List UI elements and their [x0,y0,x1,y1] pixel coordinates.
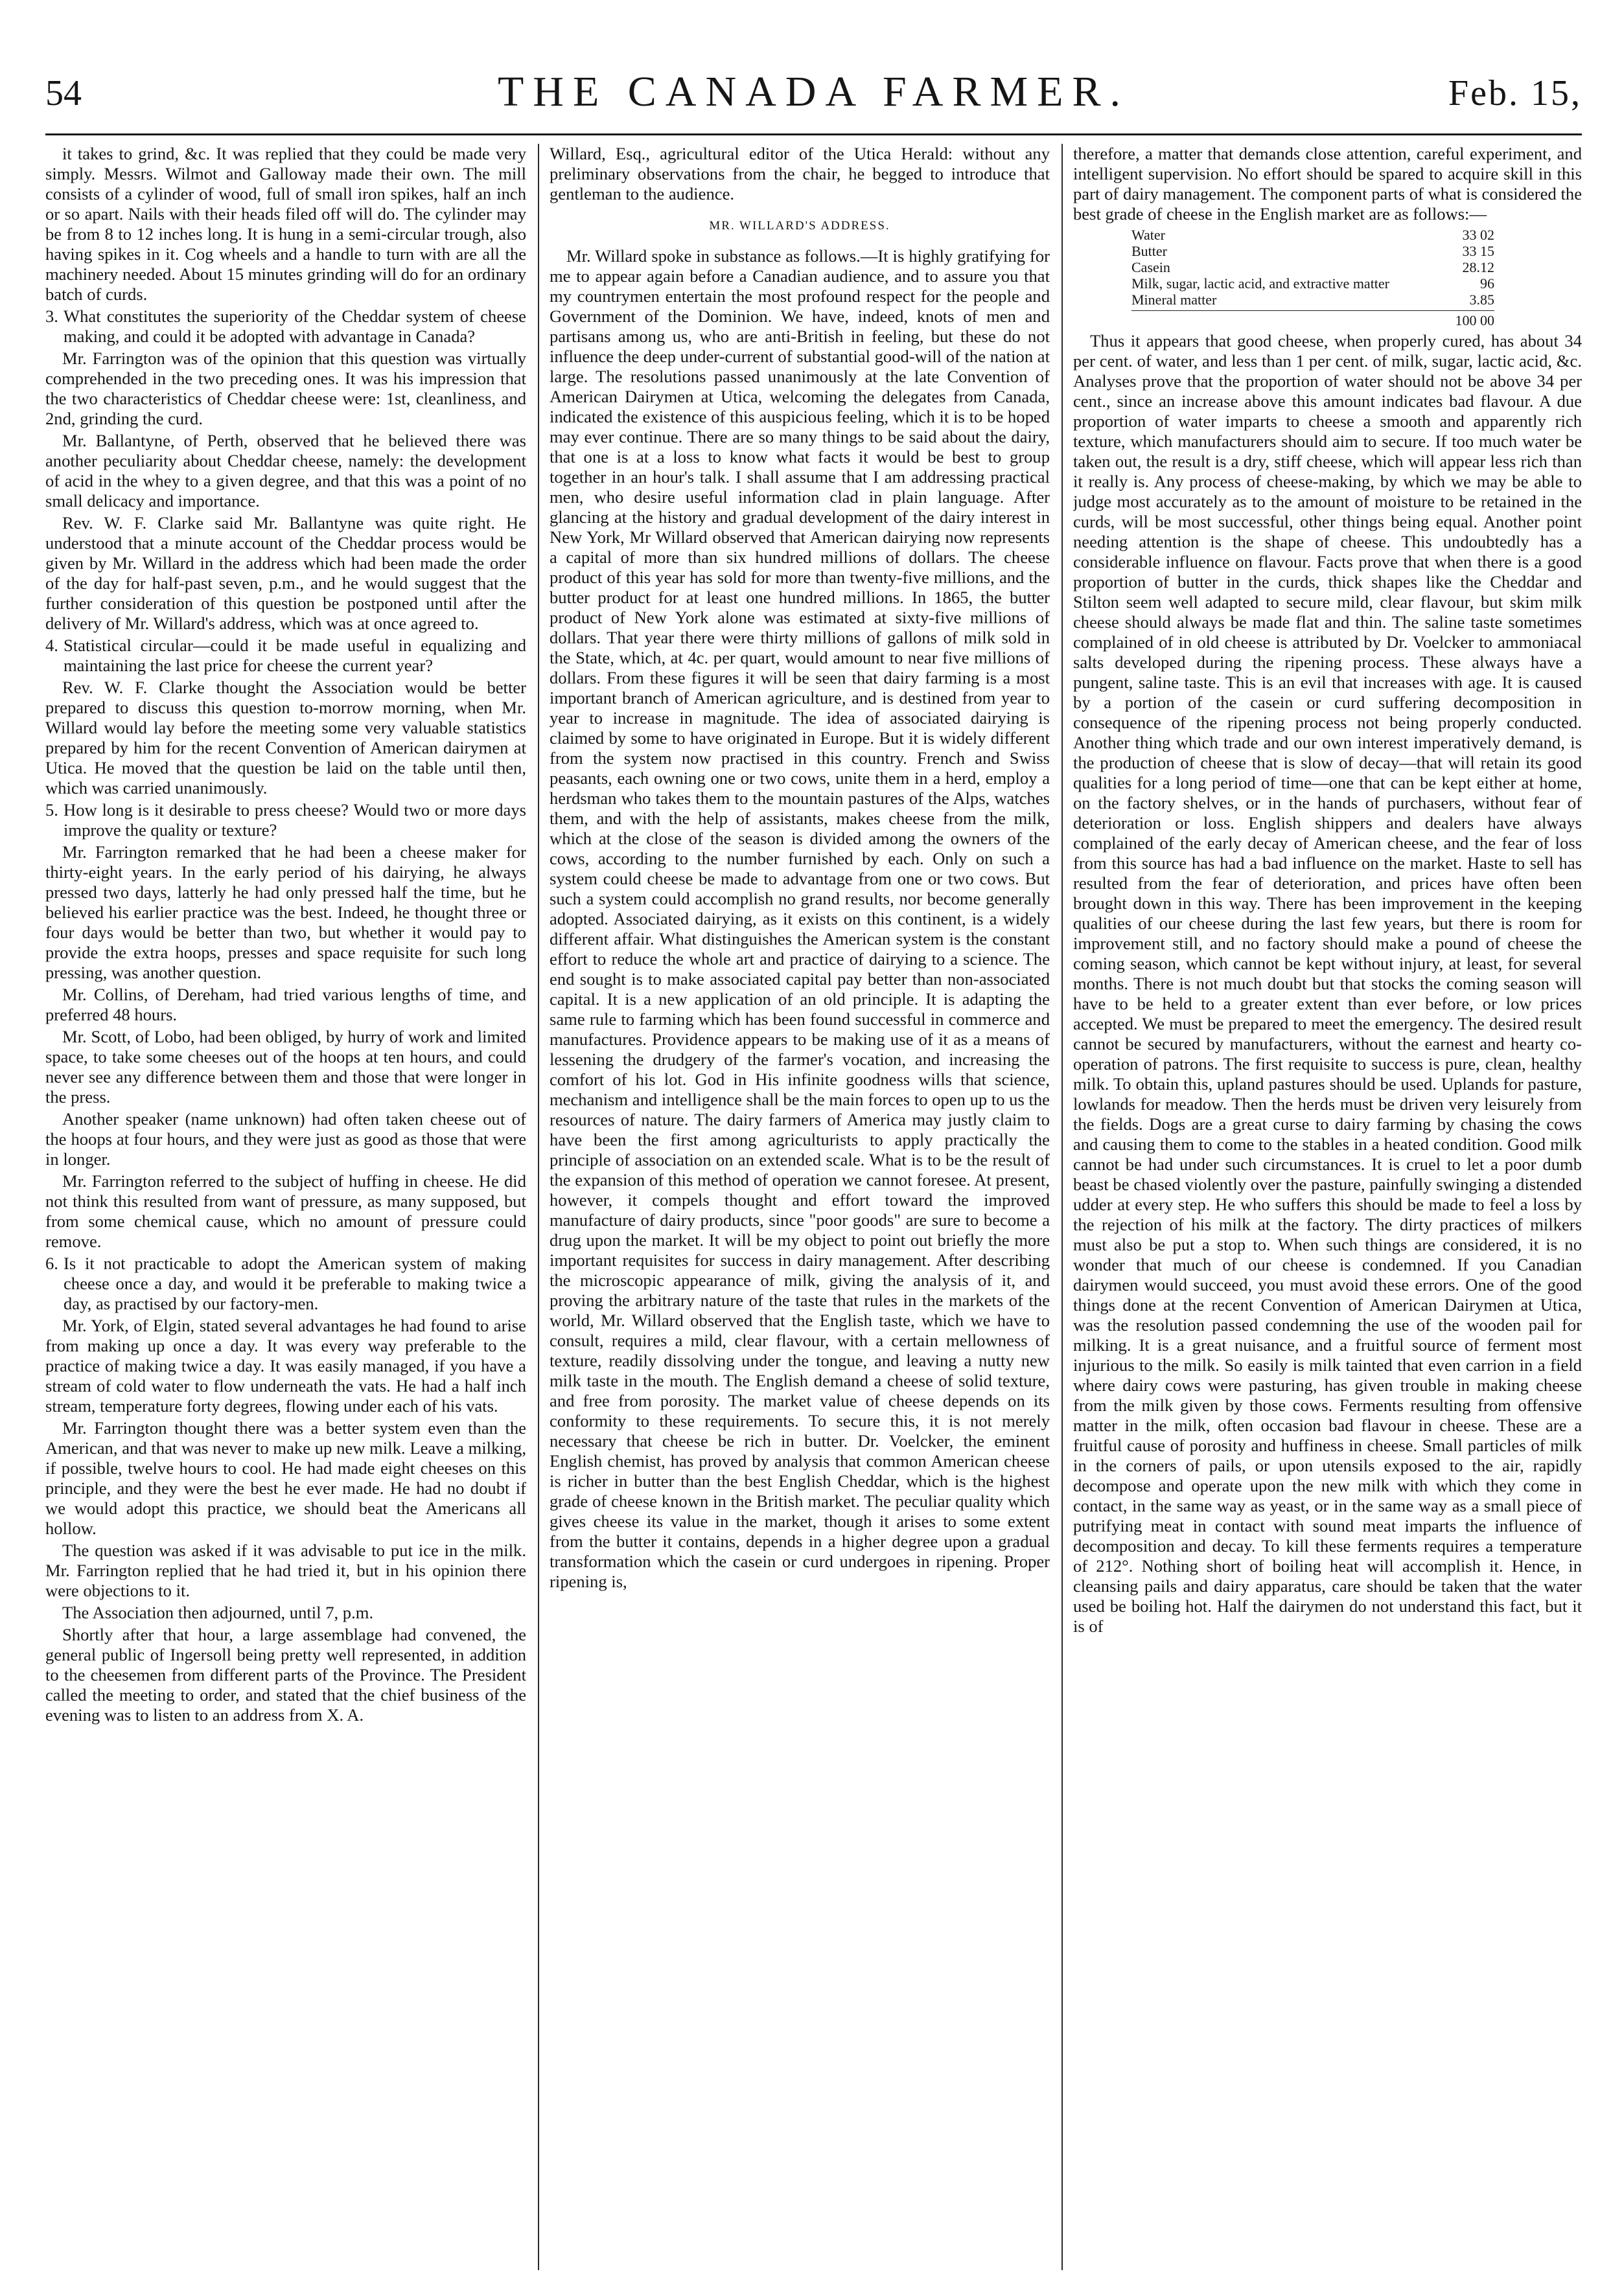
composition-total: 100 00 [1455,312,1494,328]
paragraph [1073,331,1582,1636]
masthead [45,62,1582,135]
question-number: 6. [45,1254,58,1273]
paragraph-text: Statistical circular—could it be made useful in equalizing and maintaining the last price for cheese the current year? [64,636,526,675]
paragraph [45,1316,526,1416]
numbered-question [45,636,526,676]
paragraph: therefore, a matter that demands close attention, careful experiment, and intelligent supervision. No effort should be spared to acquire skill in this part of dairy management. The component parts of what is considered the best grade of cheese in the English market are as follows:— [1073,144,1582,224]
column-3-body [1073,331,1582,1636]
question-number: 5. [45,800,58,820]
paragraph-text: The Association then adjourned, until 7, p.m. [62,1603,374,1622]
paragraph-text: The question was asked if it was advisable to put ice in the milk. Mr. Farrington replied that he had tried it, but in his opinion there were objections to it. [45,1541,526,1600]
numbered-question [45,1254,526,1314]
composition-value: 3.85 [1469,292,1494,308]
composition-row [1131,259,1494,275]
composition-row [1131,292,1494,308]
column-rule [538,144,539,2270]
paragraph [45,1109,526,1169]
paragraph-text: Mr. Farrington thought there was a better system even than the American, and that was never to make up new milk. Leave a milking, if possible, twelve hours to cool. He had made eight cheeses on this principle, and they were the best he ever made. He had no doubt if we would adopt this practice, we should beat the Americans all hollow. [45,1418,526,1538]
paragraph-text: What constitutes the superiority of the Cheddar system of cheese making, and could it be adopted with advantage in Canada? [64,306,526,346]
paragraph-text: Rev. W. F. Clarke thought the Association would be better prepared to discuss this question to-morrow morning, when Mr. Willard would lay before the meeting some very valuable statistics prepared by him for the recent Convention of American dairymen at Utica. He moved that the question be laid on the table until then, which was carried unanimously. [45,678,526,798]
question-number: 3. [45,306,58,326]
paragraph-text: Mr. York, of Elgin, stated several advantages he had found to arise from making up once a day. It was every way preferable to the practice of making twice a day. It was easily managed, if you have a stream of cold water to flow underneath the vats. He had a half inch stream, temperature forty degrees, flowing under each of his vats. [45,1316,526,1416]
paragraph [45,513,526,634]
paragraph [45,842,526,983]
paragraph-text: How long is it desirable to press cheese? Would two or more days improve the quality or texture? [64,800,526,840]
paragraph [45,1027,526,1107]
composition-rows [1131,227,1494,308]
column-2 [550,144,1050,2270]
paragraph [45,985,526,1025]
paragraph [45,431,526,511]
paragraph-text: Shortly after that hour, a large assemblage had convened, the general public of Ingersoll being pretty well represented, in addition to the cheesemen from different parts of the Province. The President called the meeting to order, and stated that the chief business of the evening was to listen to an address from X. A. [45,1625,526,1725]
paragraph [45,1603,526,1623]
composition-row [1131,243,1494,259]
composition-name: Mineral matter [1131,292,1217,308]
composition-value: 96 [1480,275,1494,292]
paragraph [45,1541,526,1601]
column-1 [45,144,526,2270]
paragraph [45,349,526,429]
paragraph-text: Mr. Ballantyne, of Perth, observed that he believed there was another peculiarity about Cheddar cheese, namely: the development of acid in the whey to a given degree, and that this was a point of no small delicacy and importance. [45,431,526,511]
column-2-body [550,246,1050,1592]
paragraph [45,1418,526,1539]
composition-value: 33 02 [1462,227,1494,243]
paragraph-text: Mr. Farrington remarked that he had been a cheese maker for thirty-eight years. In the early period of his dairying, he always pressed two days, latterly he had only pressed half the time, but he believed his earlier practice was the best. Indeed, he thought three or four days would be better than two, but whether it would pay to provide the extra hoops, presses and space requisite for such long pressing, was another question. [45,842,526,982]
paragraph [550,246,1050,1592]
paragraph-text: Thus it appears that good cheese, when properly cured, has about 34 per cent. of water, and less than 1 per cent. of milk, sugar, lactic acid, &c. Analyses prove that the proportion of water should not be above 34 per cent., since an increase above this amount indicates bad flavour. A due proportion of water imparts to cheese a smooth and apparently rich texture, which manufacturers should aim to secure. If too much water be taken out, the result is a dry, stiff cheese, which will appear less rich than it really is. Any process of cheese-making, by which we may be able to judge most accurately as to the amount of moisture to be retained in the curds, will be most successful, other things being equal. Another point needing attention is the shape of cheese. This undoubtedly has a considerable influence on flavour. Facts prove that when there is a good proportion of butter in the curds, thick shapes like the Cheddar and Stilton seem well adapted to secure mild, clear flavour, but skim milk cheese should always be made flat and thin. The saline taste sometimes complained of in old cheese is attributed by Dr. Voelcker to ammoniacal salts developed during the ripening process. These always have a pungent, saline taste. This is an evil that increases with age. It is caused by a portion of the casein or curd suffering decomposition in consequence of the ripening process not being properly conducted. Another thing which trade and our own interest imperatively demand, is the production of cheese that is slow of decay—that will retain its good qualities for a long period of time—one that can be kept either at home, on the factory shelves, or in the hands of purchasers, without fear of deterioration or loss. English shippers and dealers have always complained of the early decay of American cheese, and the fear of loss from this source has had a bad influence on the market. Haste to sell has resulted from the fear of deterioration, and prices have often been brought down in this way. There has been improvement in the keeping qualities of our cheese during the last few years, but there is room for improvement still, and no factory should make a pound of cheese the coming season, which cannot be kept without injury, at least, for several months. There is not much doubt but that stocks the coming season will have to be held to a greater extent than ever before, or low prices accepted. We must be prepared to meet the emergency. The desired result cannot be secured by manufacturers, without the earnest and hearty co-operation of patrons. The first requisite to success is pure, clean, healthy milk. To obtain this, upland pastures should be used. Uplands for pasture, lowlands for meadow. Then the herds must be driven very leisurely from the fields. Dogs are a great curse to dairy farming by chasing the cows and causing them to come to the stables in a heated condition. Good milk cannot be had under such circumstances. It is cruel to let a poor dumb beast be chased violently over the pasture, painfully swinging a distended udder at every step. He who suffers this should be made to feel a loss by the rejection of his milk at the factory. The dirty practices of milkers must also be put a stop to. When such things are considered, it is no wonder that much of our cheese is condemned. If you Canadian dairymen would succeed, you must avoid these errors. One of the good things done at the recent Convention of American Dairymen at Utica, was the resolution passed condemning the use of the wooden pail for milking. It is a great nuisance, and a fruitful source of ferment most injurious to the milk. So easily is milk tainted that even carrion in a field where dairy cows were pasturing, has given trouble in making cheese from the milk given by those cows. Ferments resulting from offensive matter in the milk, often occasion bad flavour in cheese. These are a fruitful cause of porosity and huffiness in cheese. Small particles of milk in the corners of pails, or upon utensils exposed to the air, rapidly decompose and operate upon the new milk with which they come in contact, in the same way as yeast, or in the same way as a small piece of putrifying meat in contact with sound meat imparts the influence of decomposition and decay. To kill these ferments requires a temperature of 212°. Nothing short of boiling heat will accomplish it. Hence, in cleansing pails and dairy apparatus, care should be taken that the water used be boiling hot. Half the dairymen do not understand this fact, but it is of [1073,331,1582,1636]
paragraph: Willard, Esq., agricultural editor of the Utica Herald: without any preliminary observations from the chair, he begged to introduce that gentleman to the audience. [550,144,1050,203]
paragraph-text: Mr. Willard spoke in substance as follows.—It is highly gratifying for me to appear again before a Canadian audience, and to assure you that my countrymen entertain the most profound respect for the people and Government of the Dominion. We have, indeed, knots of men and partisans among us, who are anti-British in feeling, but these do not influence the deep under-current of substantial good-will of the nation at large. The resolutions passed unanimously at the late Convention of American Dairymen at Utica, welcoming the delegates from Canada, indicated the existence of this auspicious feeling, which it is to be hoped may ever continue. There are so many things to be said about the dairy, that one is at a loss to know what facts it would be best to group together in an hour's talk. I shall assume that I am addressing practical men, who desire useful information clad in plain language. After glancing at the history and gradual development of the dairy interest in New York, Mr Willard observed that American dairying now represents a capital of more than six hundred millions of dollars. The cheese product of this year has sold for more than twenty-five millions, and the butter product for at least one hundred millions. In 1865, the butter product of New York alone was estimated at sixty-five millions of dollars. That year there were thirty millions of gallons of milk sold in the State, which, at 4c. per quart, would amount to near five millions of dollars. From these figures it will be seen that dairy farming is a most important branch of American agriculture, and is destined from year to year to increase in magnitude. The idea of associated dairying is claimed by some to have originated in Europe. But it is widely different from the system now practised in this country. French and Swiss peasants, each owning one or two cows, unite them in a herd, employ a herdsman who takes them to the mountain pastures of the Alps, watches them, and with the help of assistants, makes cheese from the milk, which at the close of the season is divided among the owners of the cows, according to the number furnished by each. Only on such a system could cheese be made to advantage from one or two cows. But such a system could accomplish no grand results, nor become generally adopted. Associated dairying, as it exists on this continent, is a widely different affair. What distinguishes the American system is the constant effort to reduce the whole art and practice of dairying to a science. The end sought is to make associated capital pay better than non-associated capital. It is a new application of an old principle. It is adapting the same rule to farming which has been found successful in commerce and manufactures. Providence appears to be making use of it as a means of lessening the drudgery of the farmer's vocation, and increasing the comfort of his lot. God in His infinite goodness wills that science, mechanism and intelligence shall be the main forces to open up to us the resources of nature. The dairy farmers of America may justly claim to have been the first among agriculturists to apply practically the principle of association on an extended scale. What is to be the result of the expansion of this method of operation we cannot foresee. At present, however, it compels thought and effort toward the improved manufacture of dairy products, since "poor goods" are sure to become a drug upon the market. It will be my object to point out briefly the more important requisites for success in dairy management. After describing the microscopic appearance of milk, giving the analysis of it, and proving the arbitrary nature of the taste that rules in the markets of the world, Mr. Willard observed that the English taste, which we have to consult, requires a mild, clear flavour, with a certain mellowness of texture, readily dissolving under the tongue, and leaving a nutty new milk taste in the mouth. The English demand a cheese of solid texture, and free from porosity. The market value of cheese depends on its conformity to these requirements. To secure this, it is not merely necessary that cheese be rich in butter. Dr. Voelcker, the eminent English chemist, has proved by analysis that common American cheese is richer in butter than the best English Cheddar, which is the highest grade of cheese known in the British market. The peculiar quality which gives cheese its value in the market, though it arises to some extent from the butter it contains, depends in a higher degree upon a gradual transformation which the casein or curd undergoes in ripening. Proper ripening is, [550,246,1050,1591]
paragraph-text: Another speaker (name unknown) had often taken cheese out of the hoops at four hours, and they were just as good as those that were in longer. [45,1109,526,1169]
page-number: 54 [45,73,82,113]
composition-row [1131,275,1494,292]
composition-row [1131,227,1494,243]
numbered-question [45,800,526,840]
paragraph-text: Mr. Collins, of Dereham, had tried various lengths of time, and preferred 48 hours. [45,985,526,1024]
numbered-question [45,306,526,347]
paragraph-text: Mr. Farrington referred to the subject of huffing in cheese. He did not think this resulted from want of pressure, as many supposed, but from some chemical cause, which no amount of pressure could remove. [45,1171,526,1251]
composition-name: Milk, sugar, lactic acid, and extractive matter [1131,275,1390,292]
composition-name: Water [1131,227,1165,243]
paragraph [45,1171,526,1252]
paragraph [45,678,526,798]
issue-date: Feb. 15, [1448,73,1582,113]
paper-title: THE CANADA FARMER. [497,68,1130,115]
question-number: 4. [45,636,58,655]
column-rule [1061,144,1063,2270]
paragraph-text: Is it not practicable to adopt the American system of making cheese once a day, and would it be preferable to making twice a day, as practised by our factory-men. [64,1254,526,1313]
composition-value: 28.12 [1462,259,1494,275]
paragraph-text: it takes to grind, &c. It was replied that they could be made very simply. Messrs. Wilmot and Galloway made their own. The mill consists of a cylinder of wood, full of small iron spikes, half an inch or so apart. Nails with their heads filed off will do. The cylinder may be from 8 to 12 inches long. It is hung in a semi-circular trough, also having spikes in it. Cog wheels and a handle to turn with are all the machinery needed. About 15 minutes grinding will do for an ordinary batch of curds. [45,144,526,304]
section-subheading: MR. WILLARD'S ADDRESS. [709,219,890,233]
composition-value: 33 15 [1462,243,1494,259]
column-3 [1073,144,1582,2270]
cheese-composition-table [1131,227,1494,328]
composition-name: Butter [1131,243,1167,259]
composition-total-row [1131,310,1494,328]
paragraph-text: Mr. Farrington was of the opinion that this question was virtually comprehended in the two preceding ones. It was his impression that the two characteristics of Cheddar cheese were: 1st, cleanliness, and 2nd, grinding the curd. [45,349,526,428]
paragraph-text: Mr. Scott, of Lobo, had been obliged, by hurry of work and limited space, to take some cheeses out of the hoops at ten hours, and could never see any difference between them and those that were longer in the press. [45,1027,526,1107]
paragraph-text: Rev. W. F. Clarke said Mr. Ballantyne was quite right. He understood that a minute account of the Cheddar process would be given by Mr. Willard in the address which had been made the order of the day for half-past seven, p.m., and he would suggest that the further consideration of this question be postponed until after the delivery of Mr. Willard's address, which was at once agreed to. [45,513,526,633]
paragraph [45,144,526,304]
paragraph [45,1625,526,1725]
composition-name: Casein [1131,259,1170,275]
